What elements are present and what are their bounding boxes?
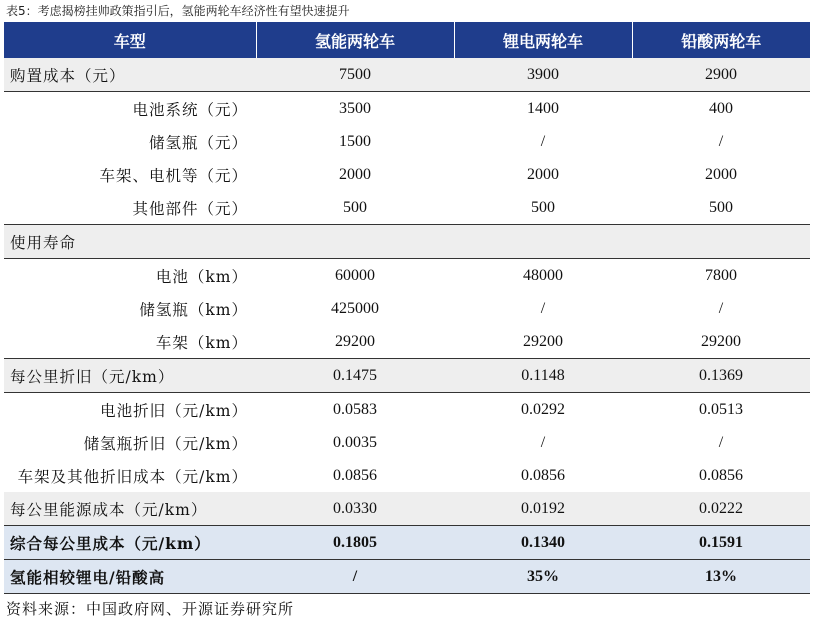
cell-value: 48000 bbox=[454, 259, 632, 293]
table-row bbox=[4, 158, 810, 191]
table-row bbox=[4, 426, 810, 459]
header-lithium: 锂电两轮车 bbox=[454, 22, 632, 58]
table-row bbox=[4, 526, 810, 560]
cell-value: 0.1475 bbox=[256, 359, 454, 393]
cell-value: 35% bbox=[454, 560, 632, 594]
cell-value: 7800 bbox=[632, 259, 810, 293]
row-label: 电池系统（元） bbox=[4, 92, 256, 126]
row-label: 电池折旧（元/km） bbox=[4, 393, 256, 427]
row-label: 车架（km） bbox=[155, 333, 248, 352]
cell-value: 500 bbox=[709, 198, 733, 216]
header-vehicle-type: 车型 bbox=[4, 22, 256, 58]
cell-value: 400 bbox=[632, 92, 810, 126]
header-hydrogen: 氢能两轮车 bbox=[256, 22, 454, 58]
row-label: 使用寿命 bbox=[4, 225, 256, 259]
table-row bbox=[4, 393, 810, 427]
cell-value: 0.1369 bbox=[632, 359, 810, 393]
cell-value: 0.0856 bbox=[521, 466, 565, 484]
cell-value: 29200 bbox=[335, 332, 375, 350]
row-label: 车架及其他折旧成本（元/km） bbox=[17, 467, 248, 486]
table-row bbox=[4, 325, 810, 359]
table-row bbox=[4, 560, 810, 594]
cell-value: / bbox=[540, 433, 546, 451]
cell-value: / bbox=[540, 299, 546, 317]
cell-value: / bbox=[718, 132, 724, 150]
cell-value: 500 bbox=[343, 198, 367, 216]
cell-value: 2900 bbox=[632, 58, 810, 92]
cell-value: 0.0513 bbox=[632, 393, 810, 427]
row-label: 储氢瓶折旧（元/km） bbox=[83, 434, 248, 453]
table-row bbox=[4, 225, 810, 259]
cell-value: 2000 bbox=[705, 165, 737, 183]
cell-value: / bbox=[718, 433, 724, 451]
row-label: 储氢瓶（km） bbox=[139, 300, 248, 319]
cell-value: / bbox=[540, 132, 546, 150]
cell-value: 29200 bbox=[523, 332, 563, 350]
table-row bbox=[4, 459, 810, 492]
cell-value: 0.1805 bbox=[256, 526, 454, 560]
cell-value: 60000 bbox=[256, 259, 454, 293]
row-label: 电池（km） bbox=[4, 259, 256, 293]
cell-value: 3900 bbox=[454, 58, 632, 92]
cell-value bbox=[454, 225, 632, 259]
row-label: 其他部件（元） bbox=[132, 199, 248, 218]
cell-value: 0.0856 bbox=[699, 466, 743, 484]
cell-value: 1500 bbox=[339, 132, 371, 150]
row-label: 综合每公里成本（元/km） bbox=[4, 526, 256, 560]
cell-value: 0.1340 bbox=[454, 526, 632, 560]
table-caption: 表5：考虑揭榜挂帅政策指引后，氢能两轮车经济性有望快速提升 bbox=[6, 4, 350, 18]
cell-value: 0.0192 bbox=[454, 492, 632, 526]
cell-value: 2000 bbox=[339, 165, 371, 183]
table-row bbox=[4, 359, 810, 393]
table-body bbox=[4, 58, 810, 594]
table-row bbox=[4, 125, 810, 158]
row-label: 每公里能源成本（元/km） bbox=[4, 492, 256, 526]
table-row bbox=[4, 492, 810, 526]
table-row bbox=[4, 92, 810, 126]
cell-value: 1400 bbox=[454, 92, 632, 126]
table-row bbox=[4, 58, 810, 92]
cell-value: 500 bbox=[531, 198, 555, 216]
header-lead-acid: 铅酸两轮车 bbox=[632, 22, 810, 58]
cell-value: 0.1148 bbox=[454, 359, 632, 393]
cell-value: 0.0583 bbox=[256, 393, 454, 427]
cell-value: 425000 bbox=[331, 299, 379, 317]
row-label: 购置成本（元） bbox=[4, 58, 256, 92]
cell-value: 29200 bbox=[701, 332, 741, 350]
cell-value: 0.0856 bbox=[333, 466, 377, 484]
table-header-row bbox=[4, 22, 810, 58]
cell-value: / bbox=[256, 560, 454, 594]
row-label: 车架、电机等（元） bbox=[99, 166, 248, 185]
row-label: 氢能相较锂电/铅酸高 bbox=[4, 560, 256, 594]
cell-value: / bbox=[718, 299, 724, 317]
cell-value: 0.0035 bbox=[333, 433, 377, 451]
table-row bbox=[4, 292, 810, 325]
table-row bbox=[4, 191, 810, 225]
cost-comparison-table bbox=[4, 22, 810, 594]
cell-value bbox=[632, 225, 810, 259]
cell-value: 7500 bbox=[256, 58, 454, 92]
source-note: 资料来源：中国政府网、开源证券研究所 bbox=[6, 600, 295, 618]
row-label: 每公里折旧（元/km） bbox=[4, 359, 256, 393]
row-label: 储氢瓶（元） bbox=[148, 133, 248, 152]
cell-value: 0.0222 bbox=[632, 492, 810, 526]
cell-value: 0.0330 bbox=[256, 492, 454, 526]
cell-value: 2000 bbox=[527, 165, 559, 183]
cell-value: 3500 bbox=[256, 92, 454, 126]
cell-value bbox=[256, 225, 454, 259]
table-row bbox=[4, 259, 810, 293]
cell-value: 13% bbox=[632, 560, 810, 594]
cell-value: 0.1591 bbox=[632, 526, 810, 560]
cell-value: 0.0292 bbox=[454, 393, 632, 427]
